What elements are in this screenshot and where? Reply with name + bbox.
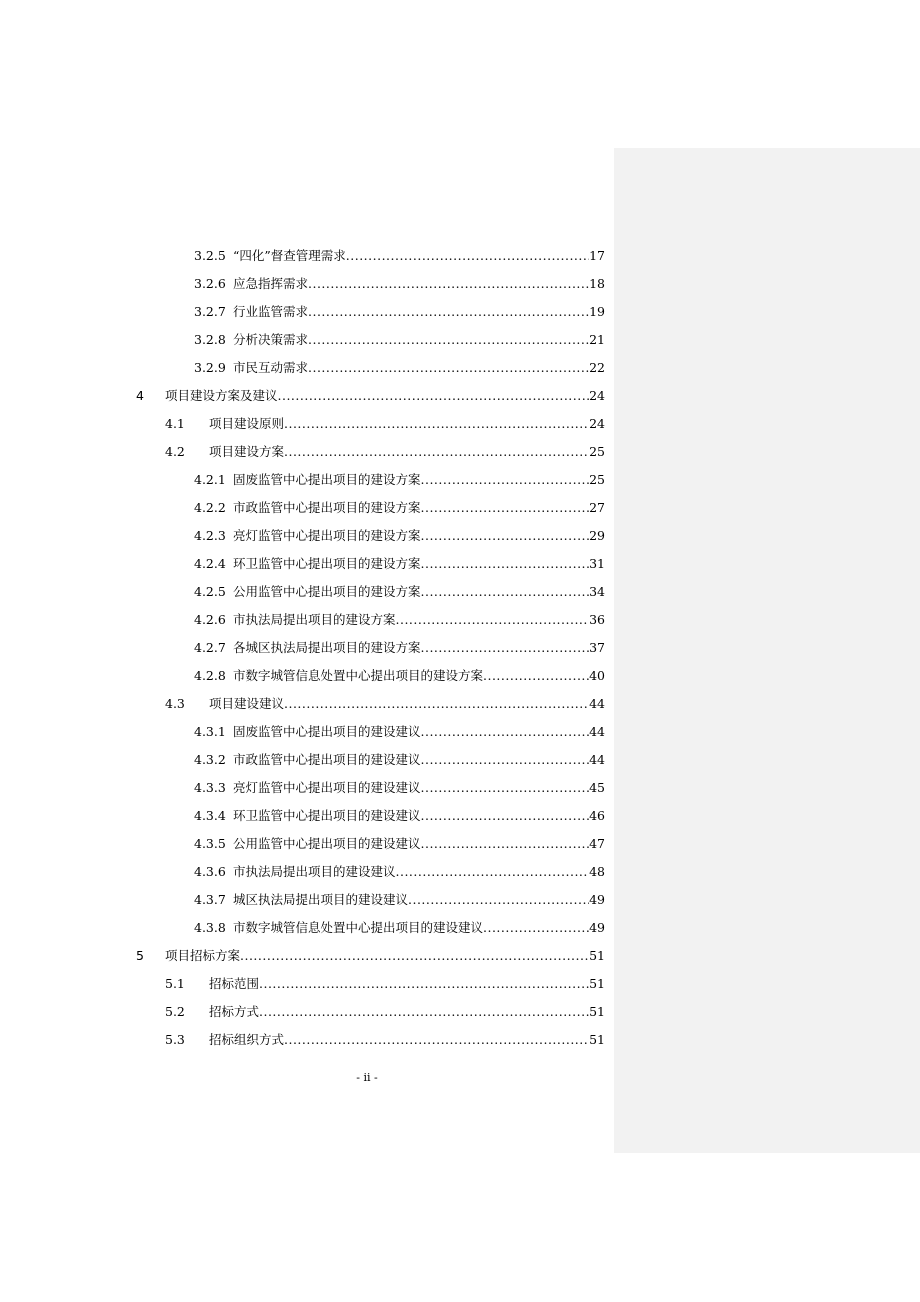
toc-entry-number: 4.3.7 [194, 892, 226, 907]
toc-entry-title: 公用监管中心提出项目的建设方案 [233, 584, 421, 599]
toc-entry[interactable] [0, 606, 614, 634]
toc-entry-line [209, 438, 605, 466]
toc-dot-leader [421, 802, 590, 830]
toc-dot-leader [421, 578, 590, 606]
toc-entry-line [233, 718, 605, 746]
toc-entry-number: 4.2.4 [194, 556, 226, 571]
toc-entry[interactable] [0, 578, 614, 606]
toc-entry-number: 4.2.2 [194, 500, 226, 515]
toc-entry-title: 项目招标方案 [165, 948, 241, 963]
comment-pane [614, 148, 920, 1153]
toc-entry-title: 环卫监管中心提出项目的建设建议 [233, 808, 421, 823]
toc-dot-leader [483, 914, 589, 942]
toc-entry[interactable] [0, 802, 614, 830]
toc-entry-title: 亮灯监管中心提出项目的建设方案 [233, 528, 421, 543]
toc-entry-title: “四化”督查管理需求 [233, 248, 346, 263]
toc-entry[interactable] [0, 298, 614, 326]
toc-entry-page: 51 [589, 1032, 605, 1047]
toc-entry-page: 47 [589, 836, 605, 851]
toc-entry-page: 29 [589, 528, 605, 543]
toc-entry-number: 5 [136, 948, 144, 963]
toc-entry-title: 市执法局提出项目的建设建议 [233, 864, 396, 879]
toc-entry[interactable] [0, 494, 614, 522]
toc-entry-page: 49 [589, 892, 605, 907]
toc-entry[interactable] [0, 354, 614, 382]
toc-entry-number: 5.2 [165, 1004, 185, 1019]
toc-entry-title: 环卫监管中心提出项目的建设方案 [233, 556, 421, 571]
toc-entry-number: 4.3.5 [194, 836, 226, 851]
toc-dot-leader [308, 298, 589, 326]
toc-entry-page: 37 [589, 640, 605, 655]
toc-entry-line [233, 522, 605, 550]
toc-dot-leader [278, 382, 590, 410]
toc-dot-leader [421, 522, 590, 550]
toc-entry-title: 市数字城管信息处置中心提出项目的建设方案 [233, 668, 484, 683]
toc-entry-line [165, 382, 605, 410]
toc-entry-page: 24 [589, 388, 605, 403]
toc-entry-page: 19 [589, 304, 605, 319]
toc-entry[interactable] [0, 550, 614, 578]
toc-entry-title: 项目建设原则 [209, 416, 285, 431]
toc-entry[interactable] [0, 690, 614, 718]
toc-entry-number: 3.2.6 [194, 276, 226, 291]
toc-entry[interactable] [0, 1026, 614, 1054]
toc-dot-leader [408, 886, 589, 914]
toc-entry-number: 4.2.5 [194, 584, 226, 599]
toc-entry[interactable] [0, 466, 614, 494]
toc-entry-title: 招标方式 [209, 1004, 260, 1019]
toc-entry[interactable] [0, 858, 614, 886]
toc-entry-line [233, 830, 605, 858]
toc-entry-line [209, 998, 605, 1026]
toc-dot-leader [240, 942, 589, 970]
toc-entry-line [233, 494, 605, 522]
toc-entry-line [233, 606, 605, 634]
toc-entry-title: 市政监管中心提出项目的建设建议 [233, 752, 421, 767]
toc-entry[interactable] [0, 438, 614, 466]
toc-entry[interactable] [0, 242, 614, 270]
toc-entry-title: 招标组织方式 [209, 1032, 285, 1047]
toc-entry-number: 4.3.2 [194, 752, 226, 767]
toc-entry-page: 21 [589, 332, 605, 347]
toc-entry[interactable] [0, 970, 614, 998]
toc-entry-page: 36 [589, 612, 605, 627]
toc-entry-number: 4.2.8 [194, 668, 226, 683]
toc-entry-number: 4.2 [165, 444, 185, 459]
toc-entry[interactable] [0, 942, 614, 970]
toc-entry-number: 4.2.1 [194, 472, 226, 487]
toc-dot-leader [396, 606, 590, 634]
toc-entry-number: 4.3 [165, 696, 185, 711]
toc-entry-page: 51 [589, 1004, 605, 1019]
toc-entry-page: 44 [589, 752, 605, 767]
toc-entry-page: 17 [589, 248, 605, 263]
toc-dot-leader [421, 550, 590, 578]
toc-entry-title: 各城区执法局提出项目的建设方案 [233, 640, 421, 655]
toc-dot-leader [308, 354, 589, 382]
toc-dot-leader [284, 1026, 589, 1054]
toc-entry-line [233, 354, 605, 382]
toc-entry-title: 市执法局提出项目的建设方案 [233, 612, 396, 627]
toc-entry-number: 3.2.8 [194, 332, 226, 347]
toc-entry-line [233, 802, 605, 830]
toc-entry-title: 项目建设建议 [209, 696, 285, 711]
toc-entry-number: 4.2.7 [194, 640, 226, 655]
toc-entry-line [209, 410, 605, 438]
toc-entry-number: 4.2.3 [194, 528, 226, 543]
toc-entry[interactable] [0, 746, 614, 774]
page-number: - ii - [356, 1071, 378, 1084]
toc-entry-title: 分析决策需求 [233, 332, 309, 347]
toc-entry-line [209, 690, 605, 718]
toc-entry[interactable] [0, 410, 614, 438]
toc-entry-number: 4.3.3 [194, 780, 226, 795]
toc-entry-page: 34 [589, 584, 605, 599]
toc-entry-title: 行业监管需求 [233, 304, 309, 319]
toc-dot-leader [421, 830, 590, 858]
toc-entry[interactable] [0, 634, 614, 662]
toc-entry[interactable] [0, 886, 614, 914]
toc-entry-line [233, 634, 605, 662]
toc-entry-number: 3.2.5 [194, 248, 226, 263]
toc-entry-page: 25 [589, 472, 605, 487]
toc-entry-title: 市政监管中心提出项目的建设方案 [233, 500, 421, 515]
toc-entry-line [233, 746, 605, 774]
toc-entry-page: 22 [589, 360, 605, 375]
toc-dot-leader [421, 746, 590, 774]
toc-entry[interactable] [0, 662, 614, 690]
toc-entry-line [233, 298, 605, 326]
table-of-contents [0, 242, 614, 1054]
toc-entry[interactable] [0, 326, 614, 354]
toc-entry-number: 5.1 [165, 976, 185, 991]
toc-entry-page: 40 [589, 668, 605, 683]
toc-entry-page: 31 [589, 556, 605, 571]
toc-entry-page: 25 [589, 444, 605, 459]
toc-entry-title: 项目建设方案及建议 [165, 388, 278, 403]
toc-entry-number: 3.2.7 [194, 304, 226, 319]
toc-dot-leader [259, 998, 589, 1026]
toc-entry-title: 公用监管中心提出项目的建设建议 [233, 836, 421, 851]
toc-entry-number: 4.3.8 [194, 920, 226, 935]
toc-entry[interactable] [0, 382, 614, 410]
toc-entry-page: 51 [589, 948, 605, 963]
toc-dot-leader [483, 662, 589, 690]
toc-dot-leader [284, 438, 589, 466]
toc-entry-line [209, 1026, 605, 1054]
toc-dot-leader [259, 970, 589, 998]
toc-entry[interactable] [0, 718, 614, 746]
toc-entry-page: 27 [589, 500, 605, 515]
toc-entry-line [233, 270, 605, 298]
toc-entry-page: 45 [589, 780, 605, 795]
toc-entry-number: 4.3.4 [194, 808, 226, 823]
toc-entry[interactable] [0, 270, 614, 298]
toc-entry[interactable] [0, 522, 614, 550]
toc-entry-title: 固废监管中心提出项目的建设方案 [233, 472, 421, 487]
toc-dot-leader [396, 858, 590, 886]
toc-entry-page: 51 [589, 976, 605, 991]
toc-entry-line [233, 886, 605, 914]
toc-entry-title: 固废监管中心提出项目的建设建议 [233, 724, 421, 739]
toc-entry-number: 5.3 [165, 1032, 185, 1047]
toc-entry-number: 4.2.6 [194, 612, 226, 627]
toc-entry-line [233, 774, 605, 802]
toc-entry-line [233, 662, 605, 690]
toc-entry-number: 4.3.1 [194, 724, 226, 739]
toc-entry-number: 3.2.9 [194, 360, 226, 375]
toc-entry-title: 市数字城管信息处置中心提出项目的建设建议 [233, 920, 484, 935]
toc-entry-page: 44 [589, 696, 605, 711]
toc-entry-line [233, 242, 605, 270]
toc-entry-title: 市民互动需求 [233, 360, 309, 375]
toc-entry-line [233, 914, 605, 942]
toc-entry-title: 亮灯监管中心提出项目的建设建议 [233, 780, 421, 795]
toc-entry-line [233, 550, 605, 578]
toc-dot-leader [284, 690, 589, 718]
toc-entry-title: 应急指挥需求 [233, 276, 309, 291]
toc-entry[interactable] [0, 914, 614, 942]
toc-entry-line [233, 578, 605, 606]
toc-dot-leader [346, 242, 589, 270]
toc-dot-leader [421, 494, 590, 522]
toc-entry-page: 18 [589, 276, 605, 291]
toc-dot-leader [284, 410, 589, 438]
toc-entry[interactable] [0, 998, 614, 1026]
toc-entry-line [209, 970, 605, 998]
toc-entry-line [233, 466, 605, 494]
toc-entry-page: 49 [589, 920, 605, 935]
toc-entry[interactable] [0, 830, 614, 858]
toc-entry-line [233, 858, 605, 886]
toc-entry-line [165, 942, 605, 970]
toc-dot-leader [421, 466, 590, 494]
toc-entry-page: 46 [589, 808, 605, 823]
toc-dot-leader [421, 718, 590, 746]
toc-dot-leader [308, 326, 589, 354]
toc-dot-leader [421, 634, 590, 662]
toc-entry-title: 招标范围 [209, 976, 260, 991]
toc-entry-line [233, 326, 605, 354]
toc-entry-number: 4 [136, 388, 144, 403]
toc-entry-number: 4.3.6 [194, 864, 226, 879]
toc-entry-page: 24 [589, 416, 605, 431]
toc-entry[interactable] [0, 774, 614, 802]
toc-entry-page: 44 [589, 724, 605, 739]
toc-entry-number: 4.1 [165, 416, 185, 431]
toc-entry-page: 48 [589, 864, 605, 879]
toc-entry-title: 城区执法局提出项目的建设建议 [233, 892, 409, 907]
toc-dot-leader [308, 270, 589, 298]
toc-dot-leader [421, 774, 590, 802]
toc-entry-title: 项目建设方案 [209, 444, 285, 459]
